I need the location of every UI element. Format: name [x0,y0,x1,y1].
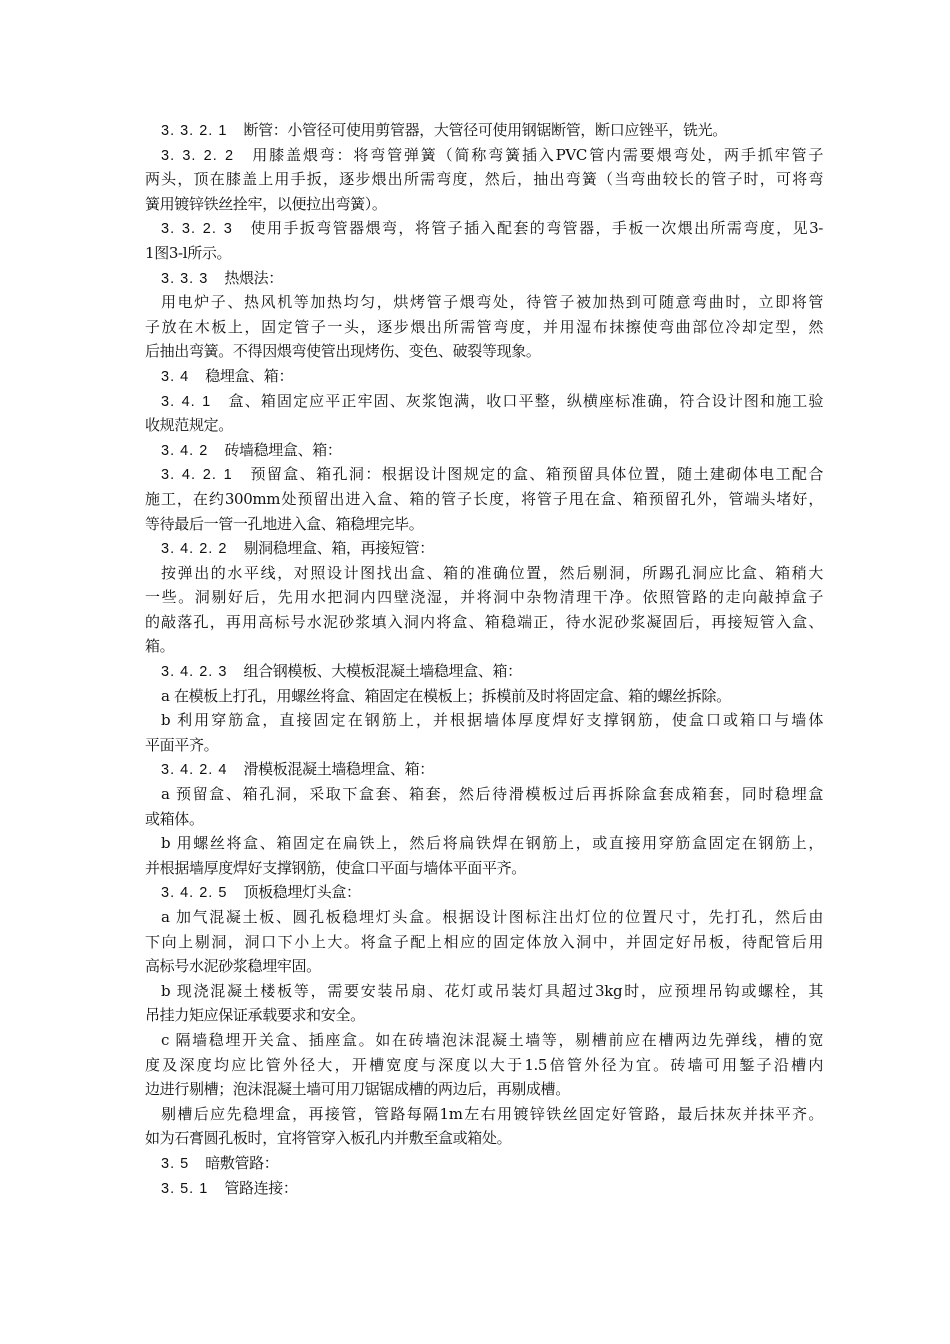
section-paragraph [145,266,823,291]
section-paragraph [145,757,823,782]
section-paragraph [145,462,823,536]
line-text: 高标号水泥砂浆稳埋牢固。 [145,957,321,976]
text-line [145,585,823,610]
line-text: 的敲落孔，再用高标号水泥砂浆填入洞内将盒、箱稳端正，待水泥砂浆凝固后，再接短管入盒、 [145,612,823,631]
section-paragraph [145,438,823,463]
text-line [145,954,823,979]
text-line [145,757,823,782]
text-line [145,634,823,659]
line-text: a 预留盒、箱孔洞，采取下盒套、箱套，然后待滑模板过后再拆除盒套成箱套，同时稳埋盒 [161,785,823,804]
body-paragraph [145,831,823,880]
line-text: 子放在木板上，固定管子一头，逐步煨出所需管弯度，并用湿布抹擦使弯曲部位冷却定型，然 [145,317,823,336]
line-text: 使用手扳弯管器煨弯，将管子插入配套的弯管器，手板一次煨出所需弯度，见3- [248,219,823,238]
body-paragraph [145,905,823,979]
section-number: 3. 4. 2 [161,442,209,459]
line-text: 收规范规定。 [145,416,233,435]
text-line [145,561,823,586]
text-line [145,192,823,217]
section-number: 3. 4. 1 [161,393,212,410]
line-text: c 隔墙稳埋开关盒、插座盒。如在砖墙泡沫混凝土墙等，剔槽前应在槽两边先弹线，槽的宽 [161,1030,823,1049]
section-paragraph [145,1176,823,1201]
section-paragraph [145,880,823,905]
line-text: 平面平齐。 [145,735,219,754]
line-text: 盒、箱固定应平正牢固、灰浆饱满，收口平整，纵横座标准确，符合设计图和施工验 [227,391,823,410]
line-text: 用膝盖煨弯：将弯管弹簧（简称弯簧插入PVC管内需要煨弯处，两手抓牢管子 [250,145,823,164]
line-text: 热煨法： [224,268,283,287]
line-text: 施工，在约300mm处预留出进入盒、箱的管子长度，将管子甩在盒、箱预留孔外，管端头堵好， [145,489,823,508]
text-line [145,536,823,561]
line-text: 1图3-l所示。 [145,243,232,262]
text-line [145,438,823,463]
line-text: 边进行剔槽；泡沫混凝土墙可用刀锯锯成槽的两边后，再剔成槽。 [145,1080,570,1099]
line-text: 两头，顶在膝盖上用手扳，逐步煨出所需弯度，然后，抽出弯簧（当弯曲较长的管子时，可将弯 [145,170,823,189]
text-line [145,315,823,340]
line-text: 用电炉子、热风机等加热均匀，烘烤管子煨弯处，待管子被加热到可随意弯曲时，立即将管 [161,293,823,312]
section-paragraph [145,364,823,389]
text-line [145,216,823,241]
line-text: 组合钢模板、大模板混凝土墙稳埋盒、箱： [243,662,522,681]
line-text: a 加气混凝土板、圆孔板稳埋灯头盒。根据设计图标注出灯位的位置尺寸，先打孔，然后由 [161,908,823,926]
section-paragraph [145,1151,823,1176]
text-line [145,512,823,537]
text-line [145,118,823,143]
text-line [145,167,823,192]
text-line [145,856,823,881]
text-line [145,880,823,905]
document-body [145,118,823,1200]
body-paragraph [145,684,823,709]
text-line [145,610,823,635]
text-line [145,1077,823,1102]
line-text: 或箱体。 [145,809,204,828]
section-number: 3. 3. 3 [161,270,209,287]
text-line [145,782,823,807]
text-line [145,1053,823,1078]
section-paragraph [145,143,823,217]
section-number: 3. 4. 2. 4 [161,762,228,779]
text-line [145,831,823,856]
section-paragraph [145,536,823,561]
text-line [145,807,823,832]
line-text: 滑模板混凝土墙稳埋盒、箱： [243,760,434,779]
line-text: b 现浇混凝土楼板等，需要安装吊扇、花灯或吊装灯具超过3kg时，应预埋吊钩或螺栓，其 [161,981,823,1000]
body-paragraph [145,1102,823,1151]
text-line [145,659,823,684]
line-text: 按弹出的水平线，对照设计图找出盒、箱的准确位置，然后剔洞，所踢孔洞应比盒、箱稍大 [161,563,823,582]
body-paragraph [145,1028,823,1102]
section-number: 3. 3. 2. 2 [161,147,235,164]
text-line [145,364,823,389]
text-line [145,241,823,266]
text-line [145,1102,823,1127]
text-line [145,413,823,438]
text-line [145,1028,823,1053]
line-text: 箱。 [145,637,175,656]
text-line [145,905,823,930]
section-number: 3. 3. 2. 1 [161,123,228,139]
line-text: b 利用穿筋盒，直接固定在钢筋上，并根据墙体厚度焊好支撑钢筋，使盒口或箱口与墙体 [161,711,823,730]
line-text: 断管：小管径可使用剪管器，大管径可使用钢锯断管，断口应锉平，铣光。 [243,121,727,139]
body-paragraph [145,708,823,757]
line-text: 簧用镀锌铁丝拴牢，以便拉出弯簧）。 [145,194,387,213]
text-line [145,1151,823,1176]
line-text: 下向上剔洞，洞口下小上大。将盒子配上相应的固定体放入洞中，并固定好吊板，待配管后用 [145,932,823,951]
line-text: 顶板稳埋灯头盒： [243,883,361,902]
section-paragraph [145,389,823,438]
text-line [145,1176,823,1201]
line-text: 一些。洞剔好后，先用水把洞内四壁浇湿，并将洞中杂物清理干净。依照管路的走向敲掉盒子 [145,588,823,607]
line-text: 等待最后一管一孔地进入盒、箱稳埋完毕。 [145,514,424,533]
line-text: 如为石膏圆孔板时，宜将管穿入板孔内并敷至盒或箱处。 [145,1129,512,1148]
text-line [145,1126,823,1151]
section-number: 3. 5 [161,1155,190,1172]
section-paragraph [145,118,823,143]
line-text: 剔槽后应先稳埋盒，再接管，管路每隔1m左右用镀锌铁丝固定好管路，最后抹灰并抹平齐。 [161,1104,823,1123]
line-text: a 在模板上打孔，用螺丝将盒、箱固定在模板上；拆模前及时将固定盒、箱的螺丝拆除。 [161,686,731,705]
line-text: 砖墙稳埋盒、箱： [224,440,342,459]
line-text: 管路连接： [224,1178,298,1197]
text-line [145,487,823,512]
line-text: 暗敷管路： [205,1153,279,1172]
text-line [145,979,823,1004]
section-number: 3. 4. 2. 3 [161,664,228,681]
section-number: 3. 4. 2. 5 [161,885,228,902]
line-text: 并根据墙厚度焊好支撑钢筋，使盒口平面与墙体平面平齐。 [145,858,526,877]
section-number: 3. 3. 2. 3 [161,221,233,238]
line-text: 剔洞稳埋盒、箱，再接短管： [243,539,434,558]
text-line [145,684,823,709]
text-line [145,290,823,315]
section-paragraph [145,216,823,265]
body-paragraph [145,782,823,831]
line-text: 后抽出弯簧。不得因煨弯使管出现烤伤、变色、破裂等现象。 [145,342,541,361]
body-paragraph [145,979,823,1028]
text-line [145,462,823,487]
section-number: 3. 4. 2. 2 [161,541,228,558]
section-number: 3. 4. 2. 1 [161,467,233,484]
line-text: 吊挂力矩应保证承载要求和安全。 [145,1006,365,1025]
section-number: 3. 4 [161,368,190,385]
line-text: 预留盒、箱孔洞：根据设计图规定的盒、箱预留具体位置，随土建砌体电工配合 [248,465,823,484]
text-line [145,733,823,758]
text-line [145,708,823,733]
text-line [145,266,823,291]
line-text: 度及深度均应比管外径大，开槽宽度与深度以大于1.5倍管外径为宜。砖墙可用錾子沿槽内 [145,1055,823,1074]
text-line [145,339,823,364]
text-line [145,389,823,414]
text-line [145,930,823,955]
line-text: 稳埋盒、箱： [205,366,294,385]
text-line [145,143,823,168]
body-paragraph [145,290,823,364]
section-paragraph [145,659,823,684]
body-paragraph [145,561,823,659]
line-text: b 用螺丝将盒、箱固定在扁铁上，然后将扁铁焊在钢筋上，或直接用穿筋盒固定在钢筋上， [161,834,823,853]
text-line [145,1003,823,1028]
section-number: 3. 5. 1 [161,1180,209,1197]
